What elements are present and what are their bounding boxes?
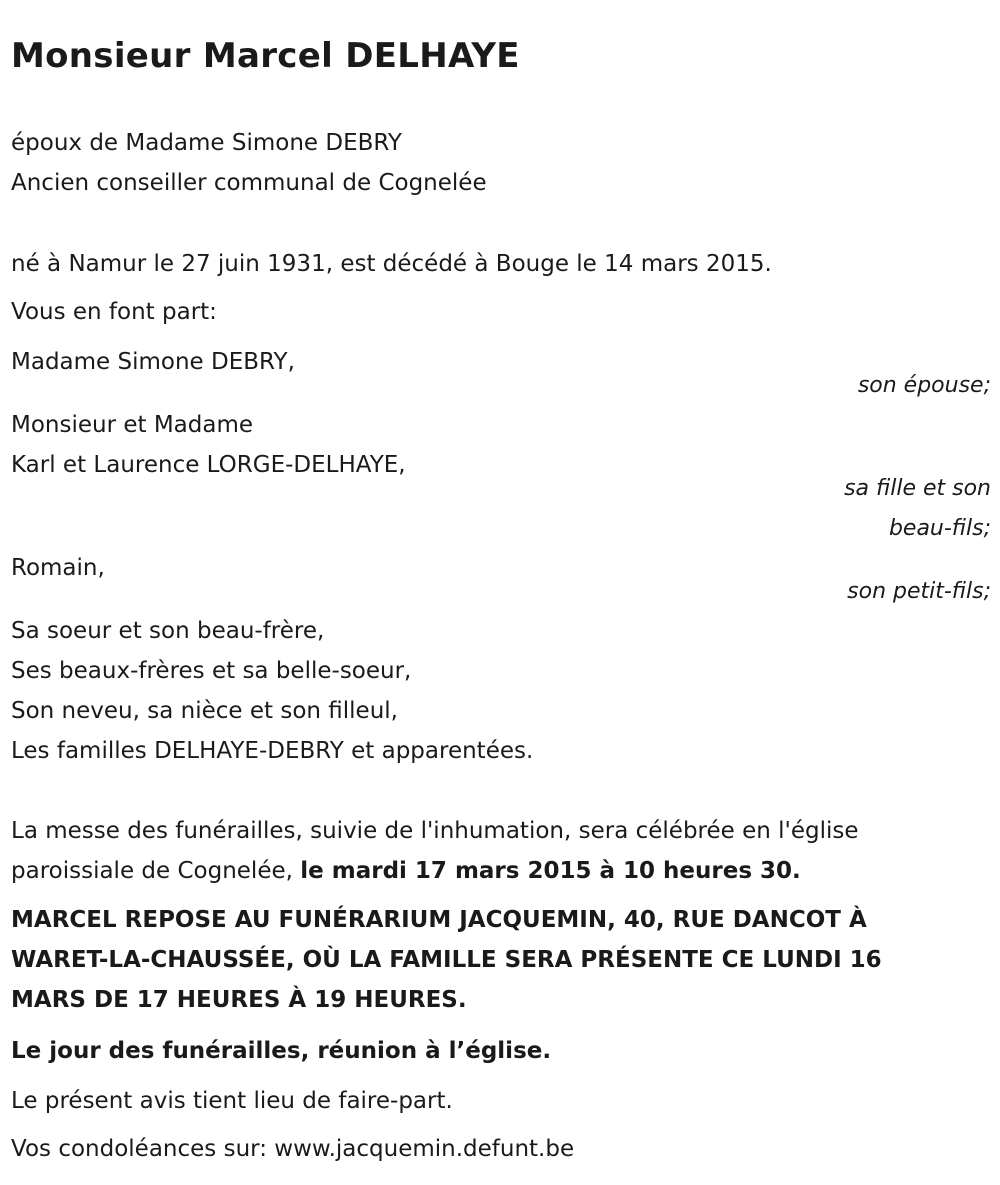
birth-death-line: né à Namur le 27 juin 1931, est décédé à Bouge le 14 mars 2015. [11,251,772,277]
other-relatives-line: Les familles DELHAYE-DEBRY et apparentées. [11,738,534,764]
spouse-line: époux de Madame Simone DEBRY [11,130,402,156]
funerarium-line: MARS DE 17 HEURES À 19 HEURES. [11,987,467,1013]
family-member-name: Monsieur et Madame [11,412,254,438]
funerarium-line: WARET-LA-CHAUSSÉE, OÙ LA FAMILLE SERA PRÉSENTE CE LUNDI 16 [11,947,882,973]
other-relatives-line: Ses beaux-frères et sa belle-soeur, [11,658,412,684]
church-meeting-line: Le jour des funérailles, réunion à l’église. [11,1038,552,1064]
funeral-mass-line: La messe des funérailles, suivie de l'inhumation, sera célébrée en l'église [11,818,859,844]
other-relatives-line: Son neveu, sa nièce et son filleul, [11,698,398,724]
funeral-mass-date: le mardi 17 mars 2015 à 10 heures 30. [300,858,801,884]
family-member-name: Romain, [11,555,105,581]
funeral-mass-location: paroissiale de Cognelée, [11,858,301,884]
family-member-relation: son petit-fils; [847,579,991,604]
faire-part-line: Le présent avis tient lieu de faire-part. [11,1088,453,1114]
family-member-relation: beau-fils; [888,516,991,541]
announcement-intro: Vous en font part: [11,299,217,325]
funeral-mass-date-line [11,856,801,886]
deceased-name-title: Monsieur Marcel DELHAYE [11,36,520,76]
family-member-relation: son épouse; [857,373,991,398]
office-line: Ancien conseiller communal de Cognelée [11,170,487,196]
family-member-relation: sa fille et son [844,476,991,501]
funerarium-line: MARCEL REPOSE AU FUNÉRARIUM JACQUEMIN, 40, RUE DANCOT À [11,907,867,933]
family-member-name: Karl et Laurence LORGE-DELHAYE, [11,452,406,478]
family-member-name: Madame Simone DEBRY, [11,349,295,375]
condolences-line: Vos condoléances sur: www.jacquemin.defunt.be [11,1136,575,1162]
other-relatives-line: Sa soeur et son beau-frère, [11,618,325,644]
